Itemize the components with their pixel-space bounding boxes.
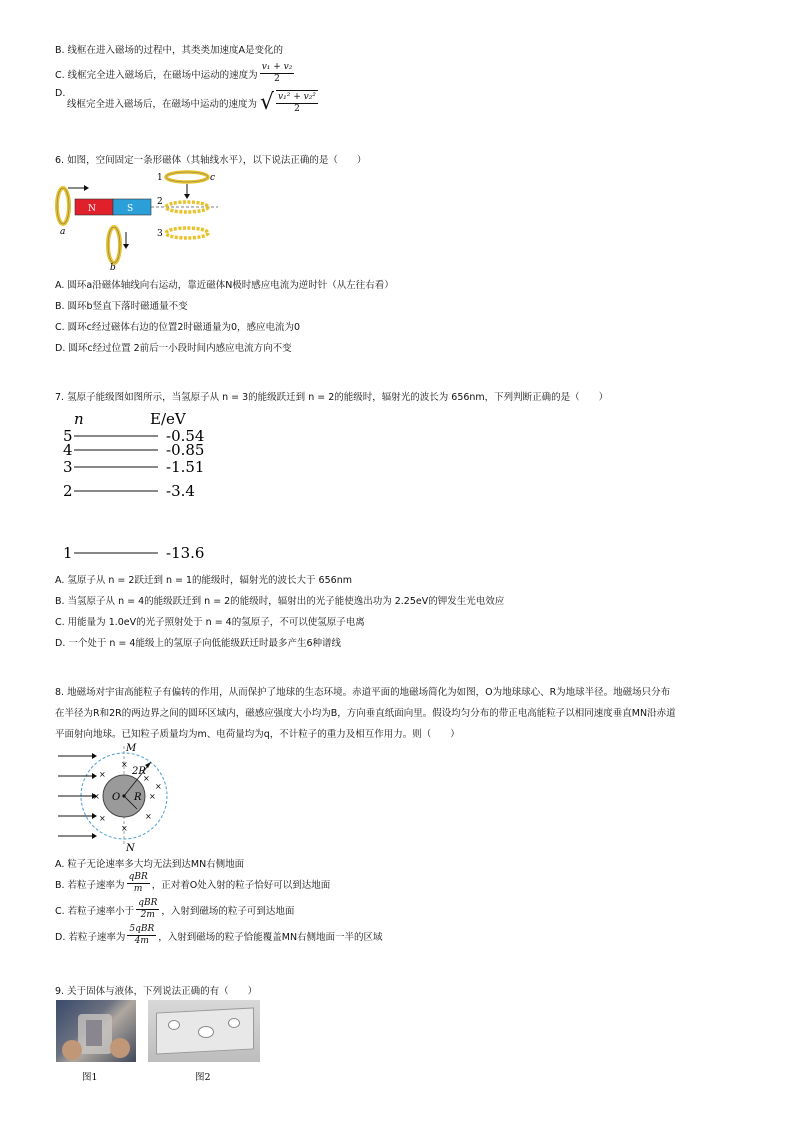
q6-figure — [50, 166, 230, 272]
q8-option-b-fraction — [127, 872, 150, 895]
figure-1-photo — [56, 1000, 136, 1062]
fraction-denominator: m — [133, 884, 143, 894]
q8-line-3: 平面射向地球。已知粒子质量均为m、电荷量均为q，不计粒子的重力及相互作用力。则（ ） — [55, 729, 460, 740]
energy-level-value: -0.85 — [166, 441, 205, 459]
figure-2-photo — [148, 1000, 260, 1062]
q8-option-b — [55, 872, 330, 895]
sqrt-sign: √ — [260, 89, 275, 115]
q8-option-d — [55, 924, 383, 947]
q6-option-b: B. 圆环b竖直下落时磁通量不变 — [55, 301, 188, 312]
q8-option-b-text: B. 若粒子速率为 — [55, 879, 125, 891]
arrow-head — [92, 833, 97, 839]
fraction-numerator: v₁ + v₂ — [261, 62, 293, 72]
field-into-page-marker: × — [143, 774, 150, 783]
q7-stem: 7. 氢原子能级图如图所示，当氢原子从 n = 3的能级跃迁到 n = 2的能级时，辐射光的波长为 656nm，下列判断正确的是（ ） — [55, 392, 609, 403]
q7-option-d: D. 一个处于 n = 4能级上的氢原子向低能级跃迁时最多产生6种谱线 — [55, 638, 341, 649]
fraction-numerator: qBR — [128, 872, 148, 882]
q5-option-b: B. 线框在进入磁场的过程中，其类类加速度A是变化的 — [55, 45, 284, 56]
label-a: a — [60, 227, 66, 237]
q6-option-c: C. 圆环c经过磁体右边的位置2时磁通量为0，感应电流为0 — [55, 322, 301, 333]
n-axis-label: n — [74, 410, 84, 428]
q8-option-d-suffix: ，入射到磁场的粒子恰能覆盖MN右侧地面一半的区域 — [158, 931, 383, 943]
field-into-page-marker: × — [145, 812, 152, 821]
energy-levels — [63, 427, 204, 562]
q8-figure — [56, 738, 176, 852]
fraction-denominator: 2m — [140, 910, 155, 920]
ring-c-position-3 — [166, 228, 208, 238]
q5-option-c-fraction — [260, 62, 295, 85]
field-into-page-marker: × — [155, 782, 162, 791]
energy-level-value: -13.6 — [166, 544, 205, 562]
q5-option-c — [55, 62, 296, 85]
q6-stem: 6. 如图，空间固定一条形磁体（其轴线水平），以下说法正确的是（ ） — [55, 155, 367, 166]
energy-level-diagram — [60, 408, 230, 564]
field-into-page-marker: × — [121, 760, 128, 769]
q8-option-c-suffix: ，入射到磁场的粒子可到达地面 — [161, 905, 295, 917]
arrow-head — [92, 753, 97, 759]
label-c: c — [210, 173, 216, 183]
label-2r: 2R — [132, 766, 146, 777]
q7-option-b: B. 当氢原子从 n = 4的能级跃迁到 n = 2的能级时，辐射出的光子能使逸出功为 2.25eV的钾发生光电效应 — [55, 596, 505, 607]
label-o: O — [112, 792, 121, 803]
q7-option-c: C. 用能量为 1.0eV的光子照射处于 n = 4的氢原子，不可以使氢原子电离 — [55, 617, 365, 628]
q5-option-d — [67, 90, 320, 115]
q8-option-c-fraction — [136, 898, 159, 921]
field-into-page-marker: × — [121, 824, 128, 833]
field-into-page-marker: × — [149, 792, 156, 801]
field-into-page-marker: × — [99, 814, 106, 823]
fraction-numerator: 5qBR — [129, 924, 155, 934]
fraction-denominator: 2 — [294, 104, 300, 114]
label-position-2: 2 — [157, 197, 163, 207]
energy-level-n: 2 — [63, 482, 73, 500]
q5-option-d-text: 线框完全进入磁场后，在磁场中运动的速度为 — [67, 98, 258, 110]
fraction-denominator: 4m — [134, 936, 149, 946]
energy-level-n: 3 — [63, 458, 73, 476]
q8-line-1: 8. 地磁场对宇宙高能粒子有偏转的作用，从而保护了地球的生态环境。赤道平面的地磁场简化为如图，O为地球球心、R为地球半径。地磁场只分布 — [55, 687, 671, 698]
q7-option-a: A. 氢原子从 n = 2跃迁到 n = 1的能级时，辐射光的波长大于 656nm — [55, 575, 352, 586]
q8-line-2: 在半径为R和2R的两边界之间的圆环区域内，磁感应强度大小均为B，方向垂直纸面向里。假设均匀分布的带正电高能粒子以相同速度垂直MN沿赤道 — [55, 708, 676, 719]
fraction-numerator: qBR — [138, 898, 158, 908]
q5-option-d-fraction — [276, 90, 318, 115]
label-r: R — [134, 792, 142, 803]
q6-option-a: A. 圆环a沿磁体轴线向右运动，靠近磁体N极时感应电流为逆时针（从左往右看） — [55, 280, 394, 291]
q8-option-d-fraction — [127, 924, 156, 947]
q5-option-c-text: C. 线框完全进入磁场后，在磁场中运动的速度为 — [55, 69, 258, 81]
q8-option-d-text: D. 若粒子速率为 — [55, 931, 126, 943]
figure-2-caption: 图2 — [195, 1072, 211, 1083]
energy-level-value: -1.51 — [166, 458, 205, 476]
q8-option-b-suffix: ，正对着O处入射的粒子恰好可以到达地面 — [151, 879, 331, 891]
field-into-page-marker: × — [93, 792, 100, 801]
incoming-particle-arrows — [58, 753, 97, 839]
fraction-denominator: 2 — [274, 74, 280, 84]
field-into-page-marker: × — [99, 770, 106, 779]
energy-axis-label: E/eV — [150, 410, 186, 428]
q8-option-c-text: C. 若粒子速率小于 — [55, 905, 135, 917]
figure-1-caption: 图1 — [82, 1072, 98, 1083]
label-s: S — [127, 204, 134, 214]
energy-level-n: 1 — [63, 544, 73, 562]
q6-option-d: D. 圆环c经过位置 2前后一小段时间内感应电流方向不变 — [55, 343, 292, 354]
label-b: b — [110, 263, 116, 272]
label-position-3: 3 — [157, 229, 163, 239]
q9-stem: 9. 关于固体与液体，下列说法正确的有（ ） — [55, 986, 258, 997]
energy-level-n: 4 — [63, 441, 73, 459]
arrow-head — [92, 773, 97, 779]
q5-option-d-label: D. — [55, 88, 66, 99]
energy-level-n: 5 — [63, 427, 73, 445]
label-n: N — [88, 204, 96, 214]
label-n: N — [126, 843, 135, 852]
q8-option-a: A. 粒子无论速率多大均无法到达MN右侧地面 — [55, 859, 245, 870]
arrow-head — [92, 813, 97, 819]
fraction-numerator: v₁² + v₂² — [278, 92, 316, 102]
energy-level-value: -0.54 — [166, 427, 205, 445]
q8-option-c — [55, 898, 294, 921]
energy-level-value: -3.4 — [166, 482, 195, 500]
label-position-1: 1 — [157, 173, 163, 183]
label-m: M — [126, 743, 137, 754]
